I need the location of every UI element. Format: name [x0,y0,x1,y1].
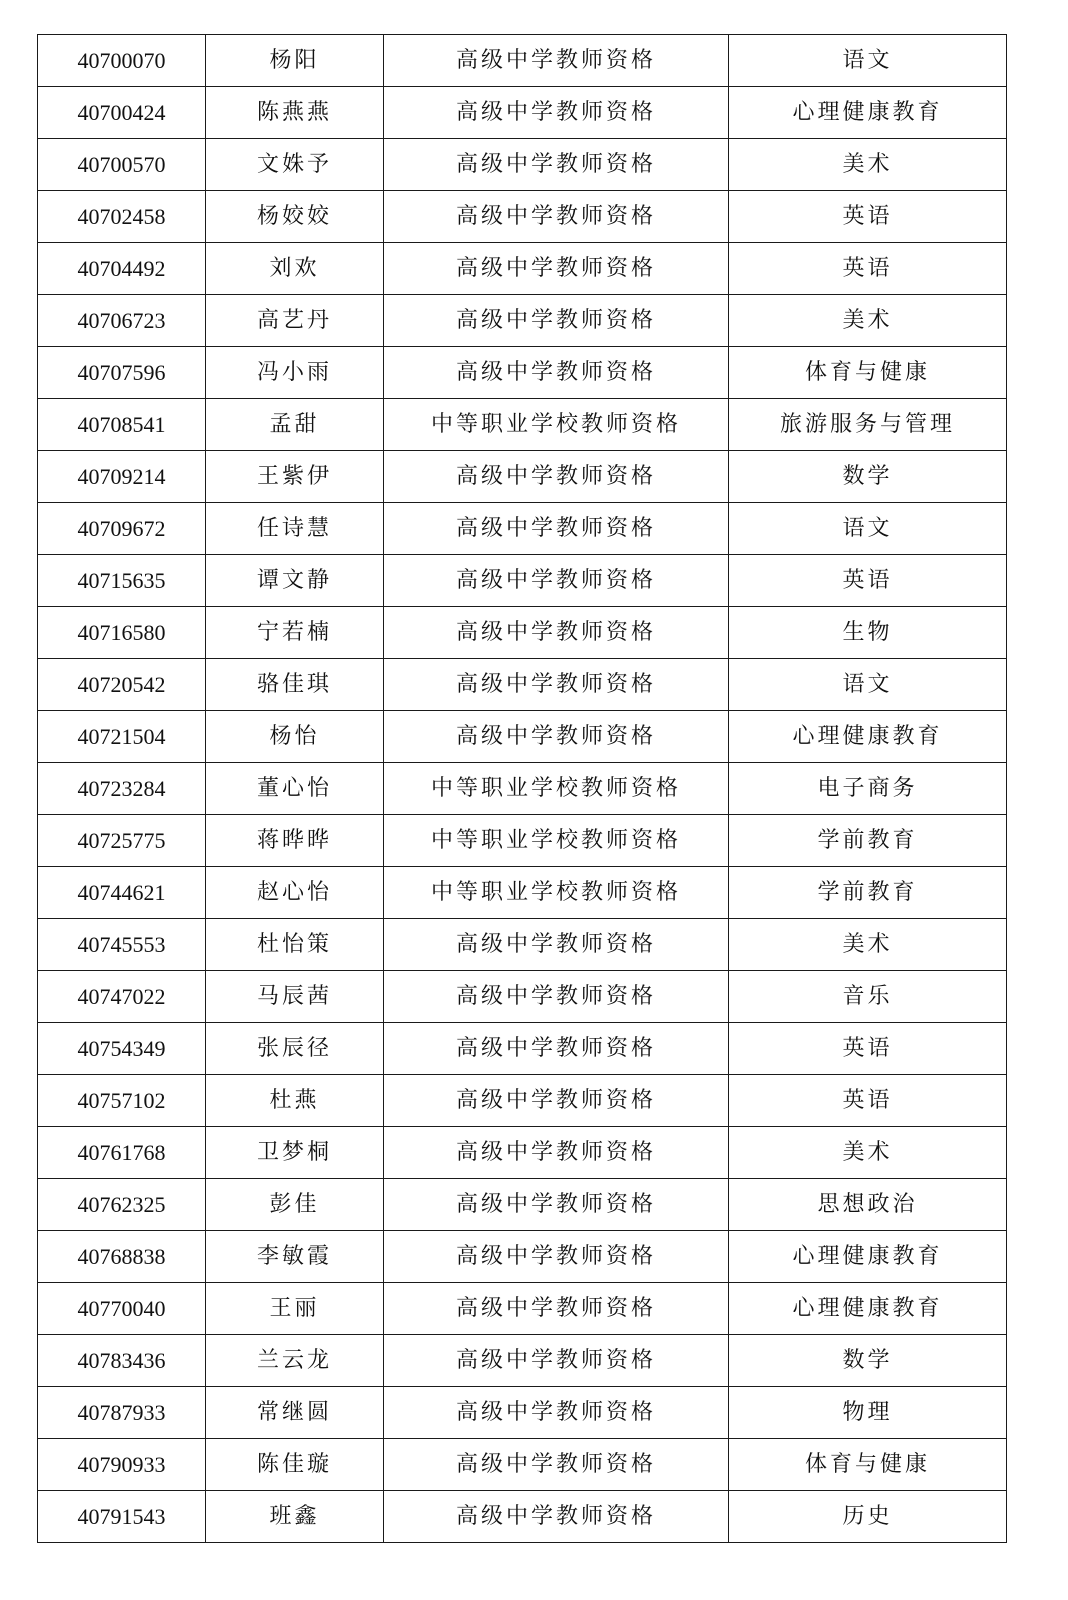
table-row [38,191,1007,243]
cell-subject: 数学 [729,451,1007,503]
cell-name: 杜燕 [206,1075,384,1127]
cell-name: 谭文静 [206,555,384,607]
cell-name: 杨姣姣 [206,191,384,243]
cell-qualification: 高级中学教师资格 [384,1127,729,1179]
cell-name: 孟甜 [206,399,384,451]
table-row [38,1439,1007,1491]
cell-id: 40754349 [38,1023,206,1075]
cell-subject: 心理健康教育 [729,711,1007,763]
cell-subject: 电子商务 [729,763,1007,815]
cell-name: 蒋晔晔 [206,815,384,867]
cell-subject: 体育与健康 [729,1439,1007,1491]
cell-qualification: 高级中学教师资格 [384,919,729,971]
cell-name: 班鑫 [206,1491,384,1543]
cell-subject: 旅游服务与管理 [729,399,1007,451]
cell-qualification: 高级中学教师资格 [384,35,729,87]
cell-name: 王丽 [206,1283,384,1335]
cell-subject: 美术 [729,1127,1007,1179]
cell-id: 40700070 [38,35,206,87]
cell-name: 常继圆 [206,1387,384,1439]
cell-name: 高艺丹 [206,295,384,347]
teacher-qualification-table [37,34,1007,1543]
table-row [38,35,1007,87]
cell-qualification: 高级中学教师资格 [384,711,729,763]
cell-id: 40720542 [38,659,206,711]
table-row [38,399,1007,451]
cell-subject: 英语 [729,1075,1007,1127]
table-row [38,971,1007,1023]
table-row [38,1023,1007,1075]
cell-name: 杨阳 [206,35,384,87]
cell-id: 40707596 [38,347,206,399]
cell-id: 40702458 [38,191,206,243]
cell-qualification: 高级中学教师资格 [384,1179,729,1231]
cell-id: 40783436 [38,1335,206,1387]
cell-subject: 美术 [729,139,1007,191]
table-row [38,711,1007,763]
cell-subject: 英语 [729,555,1007,607]
cell-id: 40747022 [38,971,206,1023]
cell-name: 马辰茜 [206,971,384,1023]
cell-id: 40725775 [38,815,206,867]
cell-subject: 音乐 [729,971,1007,1023]
cell-qualification: 中等职业学校教师资格 [384,399,729,451]
table-row [38,659,1007,711]
cell-subject: 美术 [729,295,1007,347]
cell-id: 40716580 [38,607,206,659]
cell-id: 40768838 [38,1231,206,1283]
cell-subject: 学前教育 [729,867,1007,919]
cell-qualification: 高级中学教师资格 [384,243,729,295]
cell-id: 40721504 [38,711,206,763]
cell-id: 40791543 [38,1491,206,1543]
cell-id: 40709672 [38,503,206,555]
table-row [38,1179,1007,1231]
cell-id: 40762325 [38,1179,206,1231]
cell-qualification: 高级中学教师资格 [384,139,729,191]
table-row [38,87,1007,139]
table-row [38,1387,1007,1439]
cell-subject: 英语 [729,243,1007,295]
cell-subject: 美术 [729,919,1007,971]
table-row [38,1491,1007,1543]
cell-subject: 语文 [729,503,1007,555]
table-row [38,867,1007,919]
cell-id: 40770040 [38,1283,206,1335]
cell-name: 宁若楠 [206,607,384,659]
cell-id: 40757102 [38,1075,206,1127]
cell-subject: 英语 [729,191,1007,243]
cell-name: 冯小雨 [206,347,384,399]
cell-id: 40708541 [38,399,206,451]
cell-id: 40700570 [38,139,206,191]
cell-name: 董心怡 [206,763,384,815]
cell-qualification: 高级中学教师资格 [384,1283,729,1335]
cell-qualification: 高级中学教师资格 [384,347,729,399]
cell-qualification: 高级中学教师资格 [384,607,729,659]
cell-id: 40709214 [38,451,206,503]
cell-name: 赵心怡 [206,867,384,919]
table-row [38,503,1007,555]
table-body [38,35,1007,1543]
cell-subject: 生物 [729,607,1007,659]
cell-name: 杜怡策 [206,919,384,971]
table-row [38,919,1007,971]
cell-id: 40787933 [38,1387,206,1439]
cell-name: 彭佳 [206,1179,384,1231]
cell-subject: 物理 [729,1387,1007,1439]
cell-name: 卫梦桐 [206,1127,384,1179]
table-row [38,555,1007,607]
cell-qualification: 中等职业学校教师资格 [384,867,729,919]
cell-name: 李敏霞 [206,1231,384,1283]
cell-name: 王紫伊 [206,451,384,503]
cell-id: 40723284 [38,763,206,815]
cell-name: 任诗慧 [206,503,384,555]
table-row [38,1283,1007,1335]
cell-qualification: 高级中学教师资格 [384,1231,729,1283]
cell-qualification: 高级中学教师资格 [384,1075,729,1127]
cell-id: 40715635 [38,555,206,607]
cell-qualification: 高级中学教师资格 [384,87,729,139]
cell-subject: 数学 [729,1335,1007,1387]
cell-qualification: 高级中学教师资格 [384,503,729,555]
cell-qualification: 高级中学教师资格 [384,1439,729,1491]
cell-qualification: 高级中学教师资格 [384,191,729,243]
cell-subject: 心理健康教育 [729,1283,1007,1335]
table-row [38,1335,1007,1387]
cell-name: 刘欢 [206,243,384,295]
cell-name: 张辰径 [206,1023,384,1075]
cell-subject: 心理健康教育 [729,1231,1007,1283]
cell-id: 40700424 [38,87,206,139]
table-row [38,295,1007,347]
table-row [38,347,1007,399]
table-row [38,815,1007,867]
cell-subject: 学前教育 [729,815,1007,867]
cell-subject: 思想政治 [729,1179,1007,1231]
cell-subject: 历史 [729,1491,1007,1543]
cell-qualification: 高级中学教师资格 [384,1491,729,1543]
table-row [38,243,1007,295]
cell-qualification: 高级中学教师资格 [384,451,729,503]
cell-qualification: 高级中学教师资格 [384,1023,729,1075]
cell-name: 陈燕燕 [206,87,384,139]
cell-subject: 英语 [729,1023,1007,1075]
cell-id: 40745553 [38,919,206,971]
table-row [38,139,1007,191]
cell-subject: 语文 [729,35,1007,87]
table-row [38,1231,1007,1283]
table-row [38,451,1007,503]
cell-qualification: 中等职业学校教师资格 [384,815,729,867]
table-row [38,1075,1007,1127]
cell-name: 陈佳璇 [206,1439,384,1491]
cell-qualification: 高级中学教师资格 [384,555,729,607]
table-row [38,607,1007,659]
cell-subject: 语文 [729,659,1007,711]
cell-id: 40744621 [38,867,206,919]
cell-id: 40706723 [38,295,206,347]
cell-qualification: 高级中学教师资格 [384,971,729,1023]
cell-id: 40761768 [38,1127,206,1179]
cell-qualification: 高级中学教师资格 [384,659,729,711]
cell-qualification: 高级中学教师资格 [384,1335,729,1387]
cell-name: 骆佳琪 [206,659,384,711]
cell-qualification: 高级中学教师资格 [384,295,729,347]
cell-id: 40704492 [38,243,206,295]
table-row [38,1127,1007,1179]
cell-id: 40790933 [38,1439,206,1491]
cell-name: 杨怡 [206,711,384,763]
cell-qualification: 高级中学教师资格 [384,1387,729,1439]
cell-subject: 体育与健康 [729,347,1007,399]
cell-qualification: 中等职业学校教师资格 [384,763,729,815]
cell-subject: 心理健康教育 [729,87,1007,139]
cell-name: 兰云龙 [206,1335,384,1387]
table-row [38,763,1007,815]
cell-name: 文姝予 [206,139,384,191]
